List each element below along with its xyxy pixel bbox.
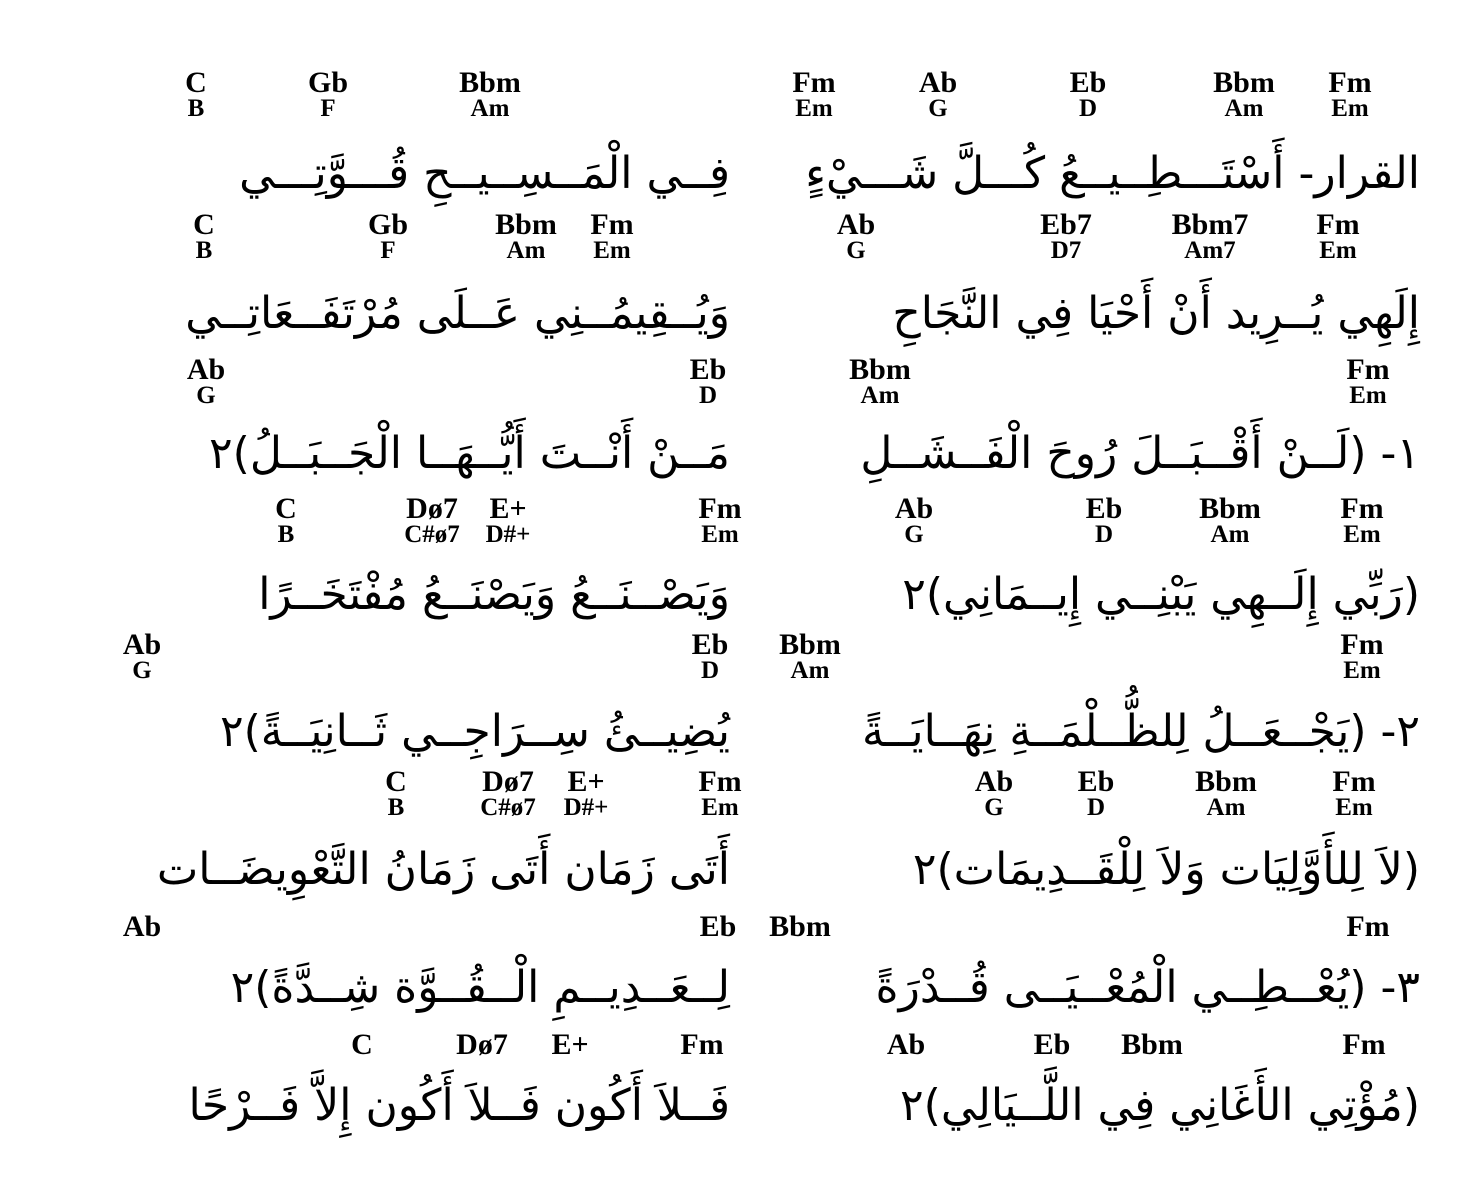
chord-alt-name: Em: [1331, 95, 1369, 122]
chord-name: Fm: [1342, 1028, 1386, 1061]
chord-name: Eb: [691, 628, 729, 661]
chord-alt-name: Am: [470, 95, 510, 122]
chord-label: [495, 210, 557, 263]
chord-name: Eb: [1069, 66, 1107, 99]
chord-name: Ab: [894, 492, 934, 525]
chord-name: Ab: [918, 66, 958, 99]
chord-alt-name: B: [277, 521, 295, 548]
chord-name: Dø7: [456, 1028, 508, 1061]
chord-label: [975, 767, 1013, 820]
chord-label: [792, 68, 835, 121]
chord-label: [1070, 68, 1107, 121]
chord-name: C: [385, 765, 407, 798]
chord-name: E+: [489, 492, 527, 525]
chord-label: [123, 912, 161, 942]
chord-name: Fm: [1346, 910, 1390, 943]
chord-alt-name: Em: [1343, 521, 1381, 548]
chord-label: [1342, 1030, 1385, 1060]
chord-name: Eb: [1077, 765, 1115, 798]
chord-name: C: [185, 66, 207, 99]
chord-name: Bbm: [849, 353, 911, 386]
chord-name: Bbm: [779, 628, 841, 661]
chord-label: [1034, 1030, 1071, 1060]
chord-label: [700, 912, 737, 942]
chord-alt-name: Am: [506, 237, 546, 264]
lyric-line: (لاَ لِلأَوَّلِيَات وَلاَ لِلْقَــدِيمَات)٢: [912, 844, 1420, 895]
chord-alt-name: G: [904, 521, 924, 548]
chord-name: Bbm7: [1171, 208, 1249, 241]
chord-name: Bbm: [1213, 66, 1275, 99]
chord-label: [887, 1030, 925, 1060]
chord-name: Dø7: [406, 492, 458, 525]
chord-label: [779, 630, 841, 683]
chord-alt-name: G: [846, 237, 866, 264]
chord-alt-name: D#+: [485, 521, 531, 548]
chord-name: Gb: [367, 208, 409, 241]
chord-name: Ab: [886, 1028, 926, 1061]
chord-alt-name: G: [196, 382, 216, 409]
chord-alt-name: D: [1094, 521, 1114, 548]
chord-label: [849, 355, 911, 408]
chord-label: [837, 210, 875, 263]
chord-label: [385, 767, 407, 820]
chord-alt-name: B: [187, 95, 205, 122]
chord-alt-name: C#ø7: [480, 794, 536, 821]
chord-label: [698, 767, 741, 820]
chord-alt-name: Am: [1210, 521, 1250, 548]
chord-label: [1040, 210, 1092, 263]
chord-name: Ab: [122, 910, 162, 943]
chord-name: Ab: [122, 628, 162, 661]
chord-alt-name: B: [387, 794, 405, 821]
chord-label: [404, 494, 460, 547]
chord-alt-name: Em: [701, 521, 739, 548]
chord-alt-name: F: [380, 237, 396, 264]
chord-label: [1086, 494, 1123, 547]
lyric-line: وَيَصْــنَــعُ وَيَصْنَــعُ مُفْتَخَــرًا: [258, 569, 730, 620]
chord-name: Fm: [590, 208, 634, 241]
chord-alt-name: Am7: [1184, 237, 1236, 264]
lyric-line: فَــلاَ أَكُون فَــلاَ أَكُون إِلاَّ فَــرْحًا: [188, 1080, 730, 1131]
chord-alt-name: F: [320, 95, 336, 122]
chord-label: [564, 767, 609, 820]
lyric-line: وَيُــقِيمُــنِي عَــلَى مُرْتَفَــعَاتِــي: [185, 288, 730, 339]
chord-alt-name: D: [698, 382, 718, 409]
chord-name: Fm: [698, 492, 742, 525]
chord-alt-name: C#ø7: [404, 521, 460, 548]
chord-name: Bbm: [1199, 492, 1261, 525]
chord-alt-name: Am: [860, 382, 900, 409]
chord-alt-name: G: [928, 95, 948, 122]
lyric-line: إِلَهِي يُــرِيد أَنْ أَحْيَا فِي النَّجَاحِ: [892, 288, 1420, 339]
chord-name: Fm: [792, 66, 836, 99]
chord-name: Fm: [1340, 628, 1384, 661]
chord-alt-name: B: [195, 237, 213, 264]
chord-label: [1316, 210, 1359, 263]
chord-alt-name: Em: [1349, 382, 1387, 409]
chord-name: Fm: [1346, 353, 1390, 386]
chord-name: Eb: [689, 353, 727, 386]
chord-label: [456, 1030, 508, 1060]
chord-label: [1195, 767, 1257, 820]
chord-alt-name: D7: [1050, 237, 1082, 264]
chord-alt-name: Em: [1343, 657, 1381, 684]
chord-alt-name: Am: [1224, 95, 1264, 122]
chord-name: Fm: [680, 1028, 724, 1061]
chord-name: Bbm: [1195, 765, 1257, 798]
chord-label: [368, 210, 408, 263]
chord-label: [1346, 912, 1389, 942]
chord-name: Fm: [1332, 765, 1376, 798]
chord-label: [351, 1030, 373, 1060]
chord-name: Fm: [1328, 66, 1372, 99]
chord-name: E+: [567, 765, 605, 798]
chord-name: Bbm: [769, 910, 831, 943]
chord-name: Eb: [1033, 1028, 1071, 1061]
chord-label: [193, 210, 215, 263]
chord-name: E+: [551, 1028, 589, 1061]
lyric-line: القرار- أَسْتَـــطِــيــعُ كُـــلَّ شَـــيْءٍ: [805, 148, 1420, 199]
lyric-line: لِــعَــدِيــمِ الْــقُــوَّة شِــدَّةً)٢: [230, 962, 730, 1013]
chord-label: [590, 210, 633, 263]
chord-label: [551, 1030, 588, 1060]
chord-label: [680, 1030, 723, 1060]
chord-label: [1172, 210, 1249, 263]
chord-name: Bbm: [1121, 1028, 1183, 1061]
chord-label: [692, 630, 729, 683]
lyric-line: فِــي الْمَــسِــيــحِ قُـــوَّتِـــي: [239, 148, 730, 199]
chord-label: [1346, 355, 1389, 408]
lyric-line: (مُؤْتِي الأَغَانِي فِي اللَّــيَالِي)٢: [900, 1080, 1420, 1131]
lyric-line: يُضِيــئُ سِــرَاجِــي ثَــانِيَــةً)٢: [219, 706, 730, 757]
chord-label: [480, 767, 536, 820]
chord-name: Bbm: [459, 66, 521, 99]
chord-alt-name: G: [132, 657, 152, 684]
chord-label: [698, 494, 741, 547]
chord-name: C: [275, 492, 297, 525]
chord-name: Fm: [1340, 492, 1384, 525]
chord-label: [1340, 630, 1383, 683]
lyric-line: ٣- (يُعْــطِــي الْمُعْــيَــى قُــدْرَةً: [875, 962, 1420, 1013]
chord-alt-name: Em: [701, 794, 739, 821]
chord-name: C: [351, 1028, 373, 1061]
chord-name: Fm: [698, 765, 742, 798]
chord-name: Ab: [836, 208, 876, 241]
lyric-line: ١- (لَــنْ أَقْــبَــلَ رُوحَ الْفَــشَــلِ: [860, 428, 1420, 479]
chord-label: [275, 494, 297, 547]
chord-alt-name: G: [984, 794, 1004, 821]
chord-name: Eb: [699, 910, 737, 943]
chord-label: [1332, 767, 1375, 820]
chord-alt-name: Am: [1206, 794, 1246, 821]
chord-alt-name: D: [1078, 95, 1098, 122]
chord-label: [1213, 68, 1275, 121]
chord-label: [1078, 767, 1115, 820]
chord-alt-name: D: [1086, 794, 1106, 821]
chord-alt-name: Em: [593, 237, 631, 264]
chord-label: [185, 68, 207, 121]
chord-label: [459, 68, 521, 121]
lyric-line: (رَبِّي إِلَــهِي يَبْنِــي إِيــمَانِي)٢: [902, 569, 1420, 620]
chord-label: [1199, 494, 1261, 547]
chord-alt-name: Em: [795, 95, 833, 122]
chord-label: [895, 494, 933, 547]
chord-label: [187, 355, 225, 408]
lyric-line: مَــنْ أَنْــتَ أَيُّــهَــا الْجَــبَــلُ)٢: [209, 428, 730, 479]
chord-label: [690, 355, 727, 408]
chord-name: C: [193, 208, 215, 241]
lyric-line: ٢- (يَجْــعَــلُ لِلظُّــلْمَــةِ نِهَــايَــةً: [862, 706, 1420, 757]
chord-alt-name: Em: [1335, 794, 1373, 821]
chord-name: Ab: [186, 353, 226, 386]
chord-name: Bbm: [495, 208, 557, 241]
chord-name: Eb: [1085, 492, 1123, 525]
lyric-line: أَتَى زَمَان أَتَى زَمَانُ التَّعْوِيضَــات: [156, 844, 730, 895]
chord-name: Dø7: [482, 765, 534, 798]
chord-name: Eb7: [1040, 208, 1092, 241]
left-column: [60, 0, 742, 1200]
chord-label: [769, 912, 831, 942]
chord-label: [919, 68, 957, 121]
chord-alt-name: D#+: [563, 794, 609, 821]
chord-alt-name: D: [700, 657, 720, 684]
chord-name: Ab: [974, 765, 1014, 798]
chord-alt-name: Em: [1319, 237, 1357, 264]
chord-label: [123, 630, 161, 683]
chord-label: [486, 494, 531, 547]
chord-label: [1340, 494, 1383, 547]
chord-name: Fm: [1316, 208, 1360, 241]
chord-name: Gb: [307, 66, 349, 99]
chord-label: [1328, 68, 1371, 121]
chord-label: [308, 68, 348, 121]
chord-label: [1121, 1030, 1183, 1060]
right-column: [770, 0, 1420, 1200]
chord-alt-name: Am: [790, 657, 830, 684]
